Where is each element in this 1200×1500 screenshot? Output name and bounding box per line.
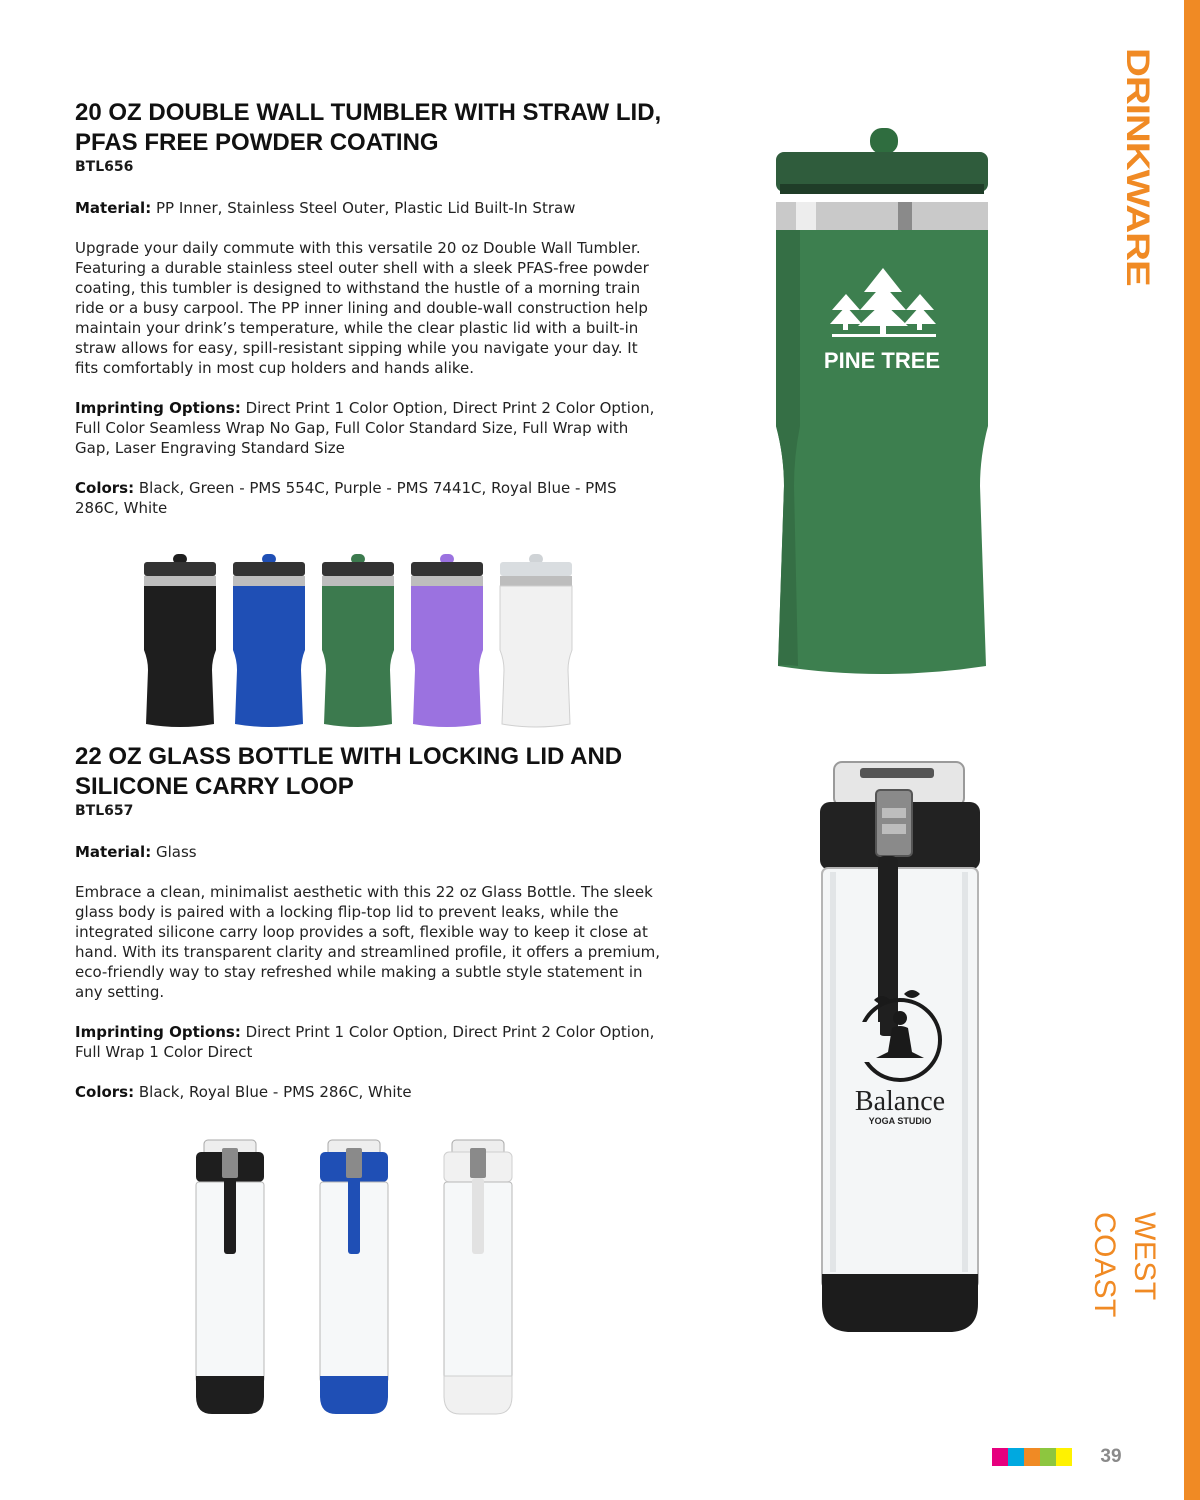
material-row: [75, 842, 665, 862]
imprint-value: Direct Print 1 Color Option, Direct Print 2 Color Option, Full Wrap 1 Color Direct: [75, 1023, 655, 1061]
product-sku: BTL656: [75, 159, 134, 175]
tumbler-logo-text: PINE TREE: [823, 348, 941, 373]
material-value: PP Inner, Stainless Steel Outer, Plastic Lid Built-In Straw: [155, 199, 576, 217]
tumbler-variant: [496, 552, 576, 728]
colors-row: [75, 478, 665, 518]
bottle-color-variants: [190, 1138, 530, 1418]
tumbler-variant: [140, 552, 220, 728]
page-number: 39: [1100, 1446, 1122, 1467]
swatch-orange: [1024, 1448, 1040, 1466]
imprint-row: [75, 398, 665, 458]
imprint-value: Direct Print 1 Color Option, Direct Print 2 Color Option, Full Color Seamless Wrap No Gap, Full Color Standard Size, Full Wrap with Gap, Laser Engraving Standard Size: [75, 399, 655, 457]
colors-label: Colors:: [75, 1083, 135, 1101]
product-description: Embrace a clean, minimalist aesthetic with this 22 oz Glass Bottle. The sleek glass body is paired with a locking flip-top lid to prevent leaks, while the integrated silicone carry loop provides a soft, flexible way to keep it close at hand. With its transparent clarity and streamlined profile, it offers a premium, eco-friendly way to stay refreshed while making a subtle style statement in any setting.: [75, 883, 661, 1001]
bottle-logo-text: Balance: [854, 1086, 946, 1117]
imprint-label: Imprinting Options:: [75, 1023, 241, 1041]
product-description: Upgrade your daily commute with this versatile 20 oz Double Wall Tumbler. Featuring a durable stainless steel outer shell with a sleek PFAS-free powder coating, this tumbler is designed to withstand the hustle of a morning train ride or a busy carpool. The PP inner lining and double-wall construction help maintain your drink’s temperature, while the clear plastic lid with a built-in straw allows for easy, spill-resistant sipping while you navigate your day. It fits comfortably in most cup holders and hands alike.: [75, 239, 649, 377]
tumbler-variant: [407, 552, 487, 728]
tumbler-hero-image: [770, 126, 994, 678]
product-tumbler: [75, 98, 665, 518]
colors-row: [75, 1082, 665, 1102]
color-swatch-strip: [992, 1448, 1072, 1466]
bottle-variant: [190, 1138, 270, 1418]
tumbler-variant: [229, 552, 309, 728]
tumbler-variant: [318, 552, 398, 728]
imprint-label: Imprinting Options:: [75, 399, 241, 417]
bottle-hero-image: [812, 760, 988, 1336]
swatch-green: [1040, 1448, 1056, 1466]
product-sku: BTL657: [75, 803, 134, 819]
tumbler-color-variants: [140, 552, 590, 728]
material-label: Material:: [75, 843, 152, 861]
colors-label: Colors:: [75, 479, 135, 497]
material-label: Material:: [75, 199, 152, 217]
imprint-row: [75, 1022, 665, 1062]
material-value: Glass: [155, 843, 197, 861]
section-title: DRINKWARE: [1120, 48, 1156, 286]
product-glass-bottle: [75, 742, 665, 1102]
product-title: 22 OZ GLASS BOTTLE WITH LOCKING LID AND SILICONE CARRY LOOP: [75, 743, 623, 800]
orange-side-bar: [1184, 0, 1200, 1500]
product-title: 20 OZ DOUBLE WALL TUMBLER WITH STRAW LID, PFAS FREE POWDER COATING: [75, 99, 662, 156]
material-row: [75, 198, 665, 218]
swatch-cyan: [1008, 1448, 1024, 1466]
swatch-yellow: [1056, 1448, 1072, 1466]
section-footer: WEST COAST: [1088, 1212, 1161, 1318]
bottle-logo-subtext: YOGA STUDIO: [868, 1116, 932, 1126]
colors-value: Black, Royal Blue - PMS 286C, White: [138, 1083, 412, 1101]
colors-value: Black, Green - PMS 554C, Purple - PMS 7441C, Royal Blue - PMS 286C, White: [75, 479, 617, 517]
bottle-variant: [314, 1138, 394, 1418]
bottle-variant: [438, 1138, 518, 1418]
swatch-magenta: [992, 1448, 1008, 1466]
